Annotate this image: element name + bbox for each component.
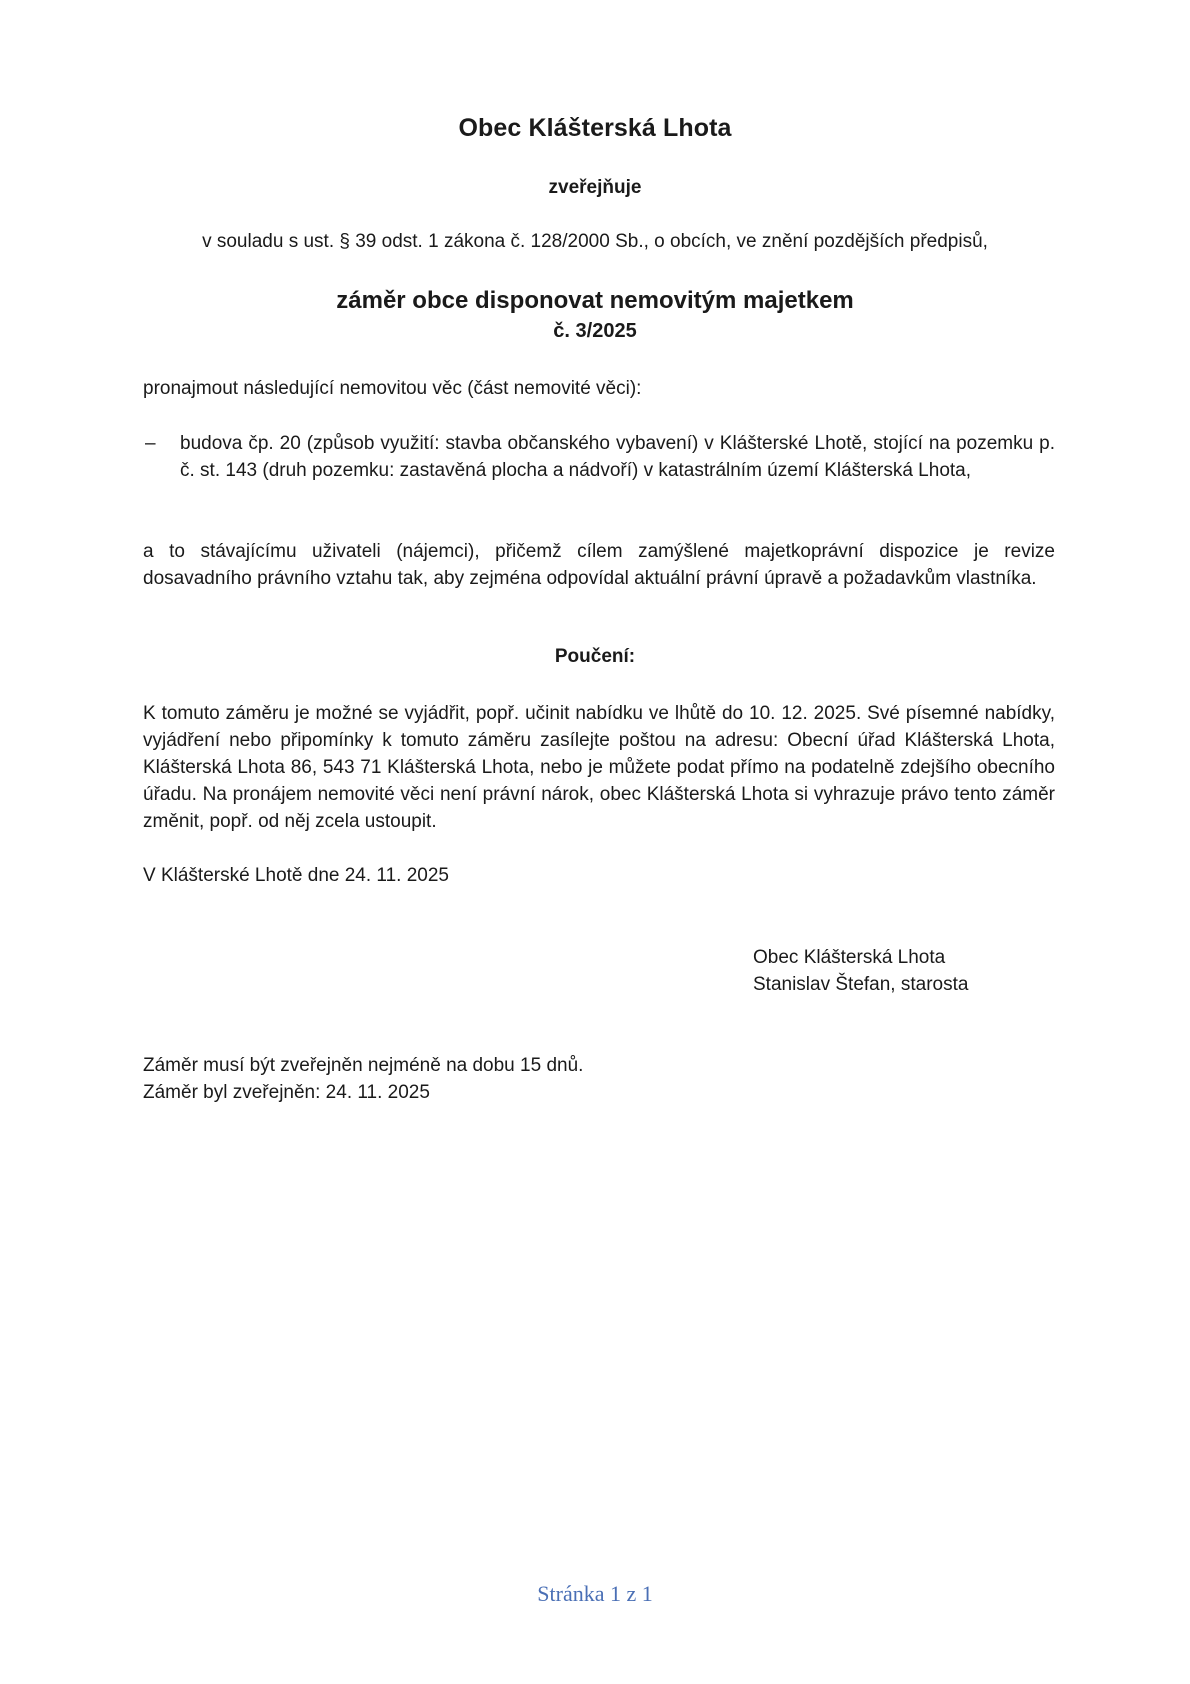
legal-basis: v souladu s ust. § 39 odst. 1 zákona č. 128/2000 Sb., o obcích, ve znění pozdějších předpisů, (202, 231, 988, 252)
place-date: V Klášterské Lhotě dne 24. 11. 2025 (143, 865, 449, 886)
intent-title: záměr obce disponovat nemovitým majetkem (336, 287, 854, 314)
list-bullet: – (145, 433, 156, 454)
publishes-label: zveřejňuje (548, 177, 642, 198)
notice-paragraph: K tomuto záměru je možné se vyjádřit, popř. učinit nabídku ve lhůtě do 10. 12. 2025. Své písemné nabídky, vyjádření nebo připomínky k tomuto záměru zasílejte poštou na adresu: Obecní úřad Klášterská Lhota, Klášterská Lhota 86, 543 71 Klášterská Lhota, nebo je můžete podat přímo na podatelně zdejšího obecního úřadu. Na pronájem nemovité věci není právní nárok, obec Klášterská Lhota si vyhrazuje právo tento záměr změnit, popř. od něj zcela ustoupit. (143, 703, 1055, 832)
signature-organization: Obec Klášterská Lhota (753, 947, 946, 968)
notice-heading: Poučení: (554, 646, 636, 667)
document-title: Obec Klášterská Lhota (458, 114, 732, 142)
list-item (143, 430, 1055, 484)
intent-number: č. 3/2025 (553, 320, 637, 342)
page-number: Stránka 1 z 1 (537, 1581, 653, 1606)
publication-duration-note: Záměr musí být zveřejněn nejméně na dobu 15 dnů. (143, 1055, 584, 1076)
property-list (143, 430, 1055, 484)
publication-date-note: Záměr byl zveřejněn: 24. 11. 2025 (143, 1082, 430, 1103)
signature-block (753, 944, 968, 998)
signature-name: Stanislav Štefan, starosta (753, 974, 969, 995)
publication-notes (143, 1052, 583, 1106)
purpose-paragraph: a to stávajícímu uživateli (nájemci), přičemž cílem zamýšlené majetkoprávní dispozice je revize dosavadního právního vztahu tak, aby zejména odpovídal aktuální právní úpravě a požadavkům vlastníka. (143, 541, 1055, 589)
intro-paragraph: pronajmout následující nemovitou věc (část nemovité věci): (143, 378, 642, 399)
list-item-text: budova čp. 20 (způsob využití: stavba občanského vybavení) v Klášterské Lhotě, stojící na pozemku p. č. st. 143 (druh pozemku: zastavěná plocha a nádvoří) v katastrálním území Klášterská Lhota, (180, 433, 1055, 481)
